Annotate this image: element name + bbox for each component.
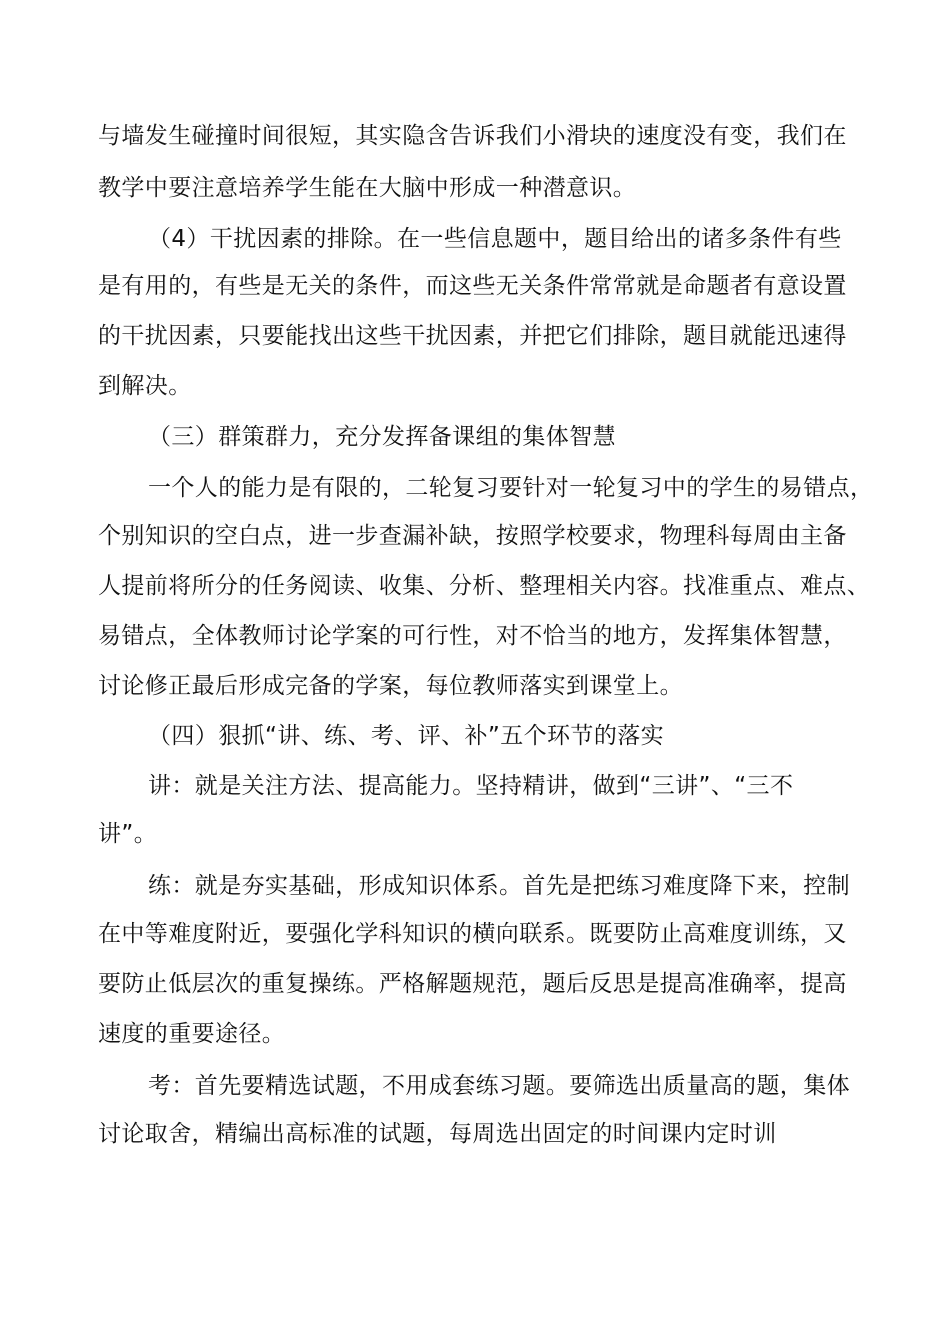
text-line: 个别知识的空白点，进一步查漏补缺，按照学校要求，物理科每周由主备 [98,523,847,549]
text-line: 在中等难度附近，要强化学科知识的横向联系。既要防止高难度训练，又 [98,921,847,947]
text-line: 的干扰因素，只要能找出这些干扰因素，并把它们排除，题目就能迅速得 [98,323,847,349]
text-line: 讲：就是关注方法、提高能力。坚持精讲，做到“三讲”、“三不 [148,773,794,799]
text-line: 讨论修正最后形成完备的学案，每位教师落实到课堂上。 [98,673,683,699]
text-line: 速度的重要途径。 [98,1021,286,1047]
text-line: 是有用的，有些是无关的条件，而这些无关条件常常就是命题者有意设置 [98,273,847,299]
text-line: 要防止低层次的重复操练。严格解题规范，题后反思是提高准确率，提高 [98,971,847,997]
text-line: 人提前将所分的任务阅读、收集、分析、整理相关内容。找准重点、难点、 [98,573,871,599]
text-line: 讲”。 [98,821,158,847]
text-line: 一个人的能力是有限的，二轮复习要针对一轮复习中的学生的易错点， [148,475,874,501]
text-line: 与墙发生碰撞时间很短，其实隐含告诉我们小滑块的速度没有变，我们在 [98,123,847,149]
text-line: 考：首先要精选试题，不用成套练习题。要筛选出质量高的题，集体 [148,1073,850,1099]
text-line: 练：就是夯实基础，形成知识体系。首先是把练习难度降下来，控制 [148,873,850,899]
text-line: 教学中要注意培养学生能在大脑中形成一种潜意识。 [98,175,637,201]
text-line: （4）干扰因素的排除。在一些信息题中，题目给出的诸多条件有些 [148,226,842,252]
text-line: 易错点，全体教师讨论学案的可行性，对不恰当的地方，发挥集体智慧， [98,623,847,649]
text-line: 到解决。 [98,373,192,399]
text-line: 讨论取舍，精编出高标准的试题，每周选出固定的时间课内定时训 [98,1121,777,1147]
section-heading: （四）狠抓“讲、练、考、评、补”五个环节的落实 [148,723,665,749]
section-heading: （三）群策群力，充分发挥备课组的集体智慧 [148,424,616,450]
